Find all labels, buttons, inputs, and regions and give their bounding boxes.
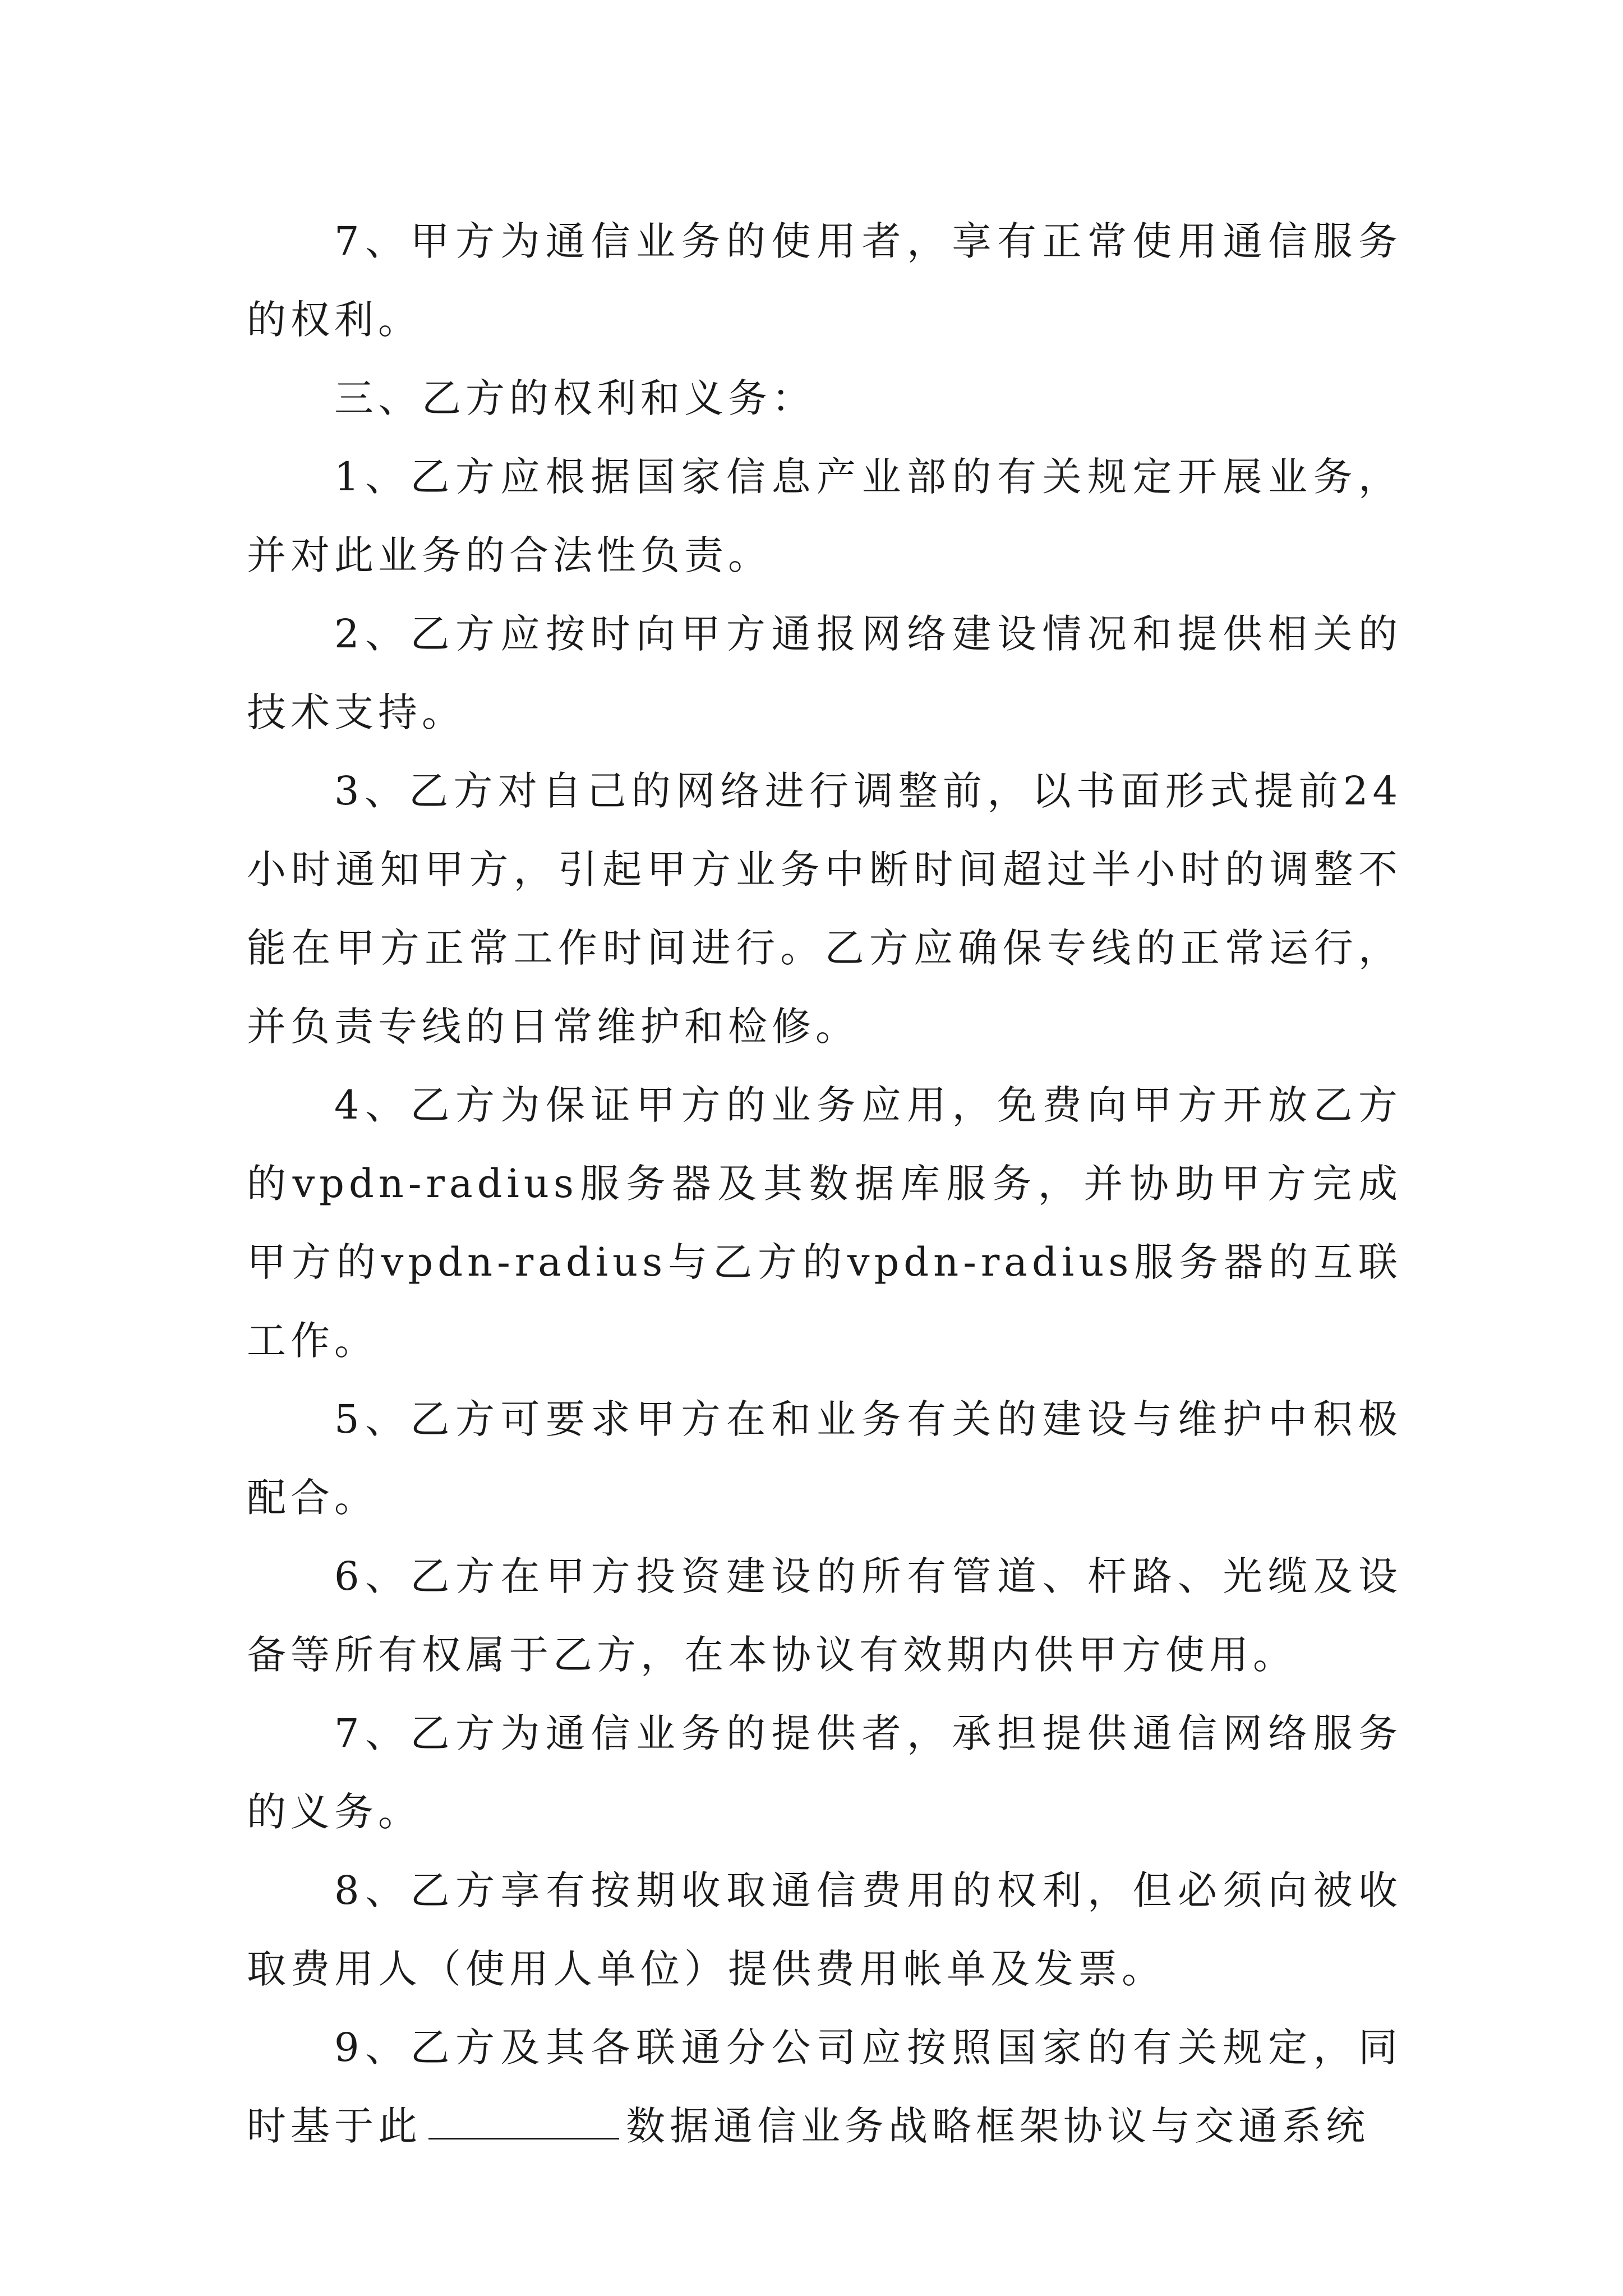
- paragraph-clause-9: [247, 2008, 1402, 2165]
- paragraph-clause-1: 1、乙方应根据国家信息产业部的有关规定开展业务，并对此业务的合法性负责。: [247, 454, 1402, 578]
- paragraph-clause-3: 3、乙方对自己的网络进行调整前，以书面形式提前24小时通知甲方，引起甲方业务中断时间超过半小时的调整不能在甲方正常工作时间进行。乙方应确保专线的正常运行，并负责专线的日常维护和检修。: [247, 768, 1402, 1050]
- clause-9-text-before-blank: 9、乙方及其各联通分公司应按照国家的有关规定，同时基于此: [247, 2024, 1402, 2149]
- paragraph-clause-8: 8、乙方享有按期收取通信费用的权利，但必须向被收取费用人（使用人单位）提供费用帐单及发票。: [247, 1867, 1402, 1992]
- section-heading-party-b-rights: 三、乙方的权利和义务：: [334, 375, 815, 421]
- document-body: [247, 202, 1402, 2165]
- paragraph-clause-2: 2、乙方应按时向甲方通报网络建设情况和提供相关的技术支持。: [247, 611, 1402, 735]
- paragraph-clause-5: 5、乙方可要求甲方在和业务有关的建设与维护中积极配合。: [247, 1396, 1402, 1521]
- paragraph-clause-4: 4、乙方为保证甲方的业务应用，免费向甲方开放乙方的vpdn-radius服务器及其数据库服务，并协助甲方完成甲方的vpdn-radius与乙方的vpdn-radius服务器的互联工作。: [247, 1082, 1402, 1364]
- paragraph-clause-7: 7、乙方为通信业务的提供者，承担提供通信网络服务的义务。: [247, 1710, 1402, 1835]
- fill-in-blank: [428, 2105, 619, 2139]
- paragraph-clause-6: 6、乙方在甲方投资建设的所有管道、杆路、光缆及设备等所有权属于乙方，在本协议有效期内供甲方使用。: [247, 1553, 1402, 1678]
- clause-9-text-after-blank: 数据通信业务战略框架协议与交通系统: [626, 2103, 1370, 2149]
- paragraph-clause-7-party-a: 7、甲方为通信业务的使用者，享有正常使用通信服务的权利。: [247, 218, 1402, 343]
